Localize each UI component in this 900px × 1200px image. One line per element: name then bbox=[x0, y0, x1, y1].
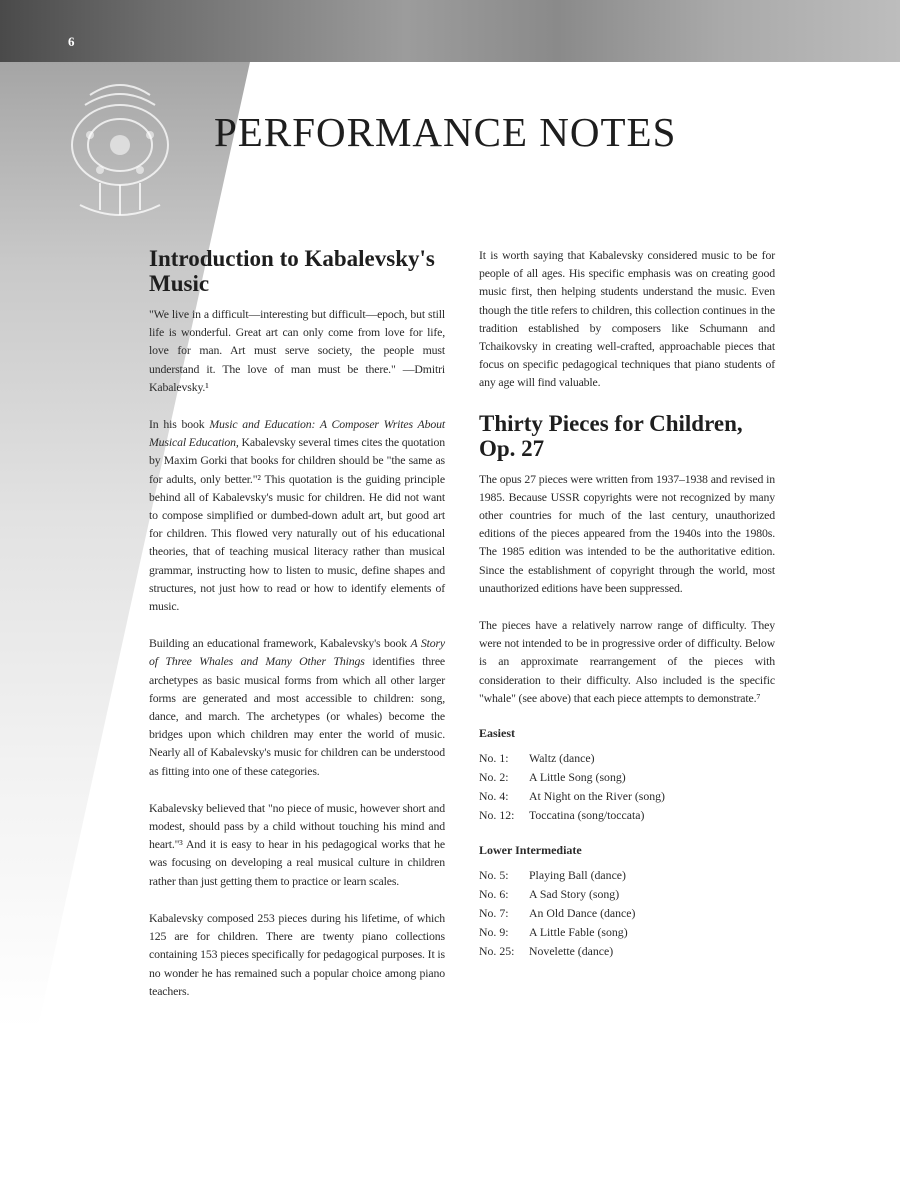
paragraph-mind-and-heart: Kabalevsky believed that "no piece of music, however short and modest, should pass by a child without touching his mind and heart."³ And it is easy to hear in his pedagogical works that he was focusing on developing a real musical culture in children rather than just getting them to practice or learn scales. bbox=[149, 800, 445, 888]
paragraph-quote: "We live in a difficult—interesting but difficult—epoch, but still life is wonderful. Great art can only come from love for life, love for man. Art must serve society, the people must understand it. The love of man must be there." —Dmitri Kabalevsky.¹ bbox=[149, 307, 445, 394]
paragraph-difficulty: The pieces have a relatively narrow range of difficulty. They were not intended to be in progressive order of difficulty. Below is an approximate rearrangement of the pieces with consideration to their difficulty. Also included is the specific "whale" (see above) that each piece attempts to demonstrate.⁷ bbox=[479, 618, 775, 705]
list-item: No. 12: Toccatina (song/toccata) bbox=[479, 808, 645, 823]
list-item: No. 2: A Little Song (song) bbox=[479, 770, 626, 785]
list-item: No. 4: At Night on the River (song) bbox=[479, 789, 665, 804]
section-heading-introduction: Introduction to Kabalevsky's Music bbox=[149, 246, 435, 296]
right-column bbox=[479, 246, 775, 979]
lower-intermediate-list bbox=[479, 866, 775, 961]
subheading-lower-intermediate: Lower Intermediate bbox=[479, 843, 582, 858]
list-item: No. 7: An Old Dance (dance) bbox=[479, 906, 636, 921]
paragraph-opus-27: The opus 27 pieces were written from 1937–1938 and revised in 1985. Because USSR copyrights were not recognized by many other countries for much of the last century, unauthorized editions of the pieces appeared from the 1940s into the 1980s. The 1985 edition was intended to be the authoritative edition. Since the establishment of copyright through the world, most unauthorized editions have been suppressed. bbox=[479, 471, 775, 595]
list-item: No. 5: Playing Ball (dance) bbox=[479, 868, 626, 883]
paragraph-253-pieces: Kabalevsky composed 253 pieces during his lifetime, of which 125 are for children. There are twenty piano collections containing 153 pieces specifically for pedagogical purposes. It is no wonder he has remained such a popular choice among piano teachers. bbox=[149, 910, 445, 998]
list-item: No. 6: A Sad Story (song) bbox=[479, 887, 620, 902]
paragraph-gorki: In his book Music and Education: A Composer Writes About Musical Education, Kabalevsky several times cites the quotation by Maxim Gorki that books for children should be "the same as for adults, only better."² This quotation is the guiding principle behind all of Kabalevsky's music for children. He did not want to compose simplified or dumbed-down adult art, but good art for children. This flowed very naturally out of his educational theories, that of teaching musical literacy rather than musical grammar, instructing how to listen to music, define shapes and structures, not just how to read or how to identify elements of music. bbox=[149, 417, 445, 614]
subheading-easiest: Easiest bbox=[479, 726, 515, 741]
page-title: PERFORMANCE NOTES bbox=[214, 109, 677, 155]
paragraph-all-ages: It is worth saying that Kabalevsky considered music to be for people of all ages. His specific emphasis was on creating good music first, then helping students understand the music. Even though the title refers to children, this collection continues in the tradition established by composers like Schumann and Tchaikovsky in creating well-crafted, approachable pieces that focus on specific pedagogical techniques that piano students of any age will find valuable. bbox=[479, 248, 775, 390]
left-column bbox=[149, 246, 445, 1019]
paragraph-three-whales: Building an educational framework, Kabalevsky's book A Story of Three Whales and Many Other Things identifies three archetypes as basic musical forms from which all other larger forms are generated and most accessible to children: song, dance, and march. The archetypes (or whales) become the bridges upon which children may enter the world of music. Nearly all of Kabalevsky's music for children can be understood as fitting into one of these categories. bbox=[149, 636, 446, 778]
list-item: No. 1: Waltz (dance) bbox=[479, 751, 595, 766]
crest-ornament-icon bbox=[60, 75, 180, 225]
easiest-list bbox=[479, 749, 775, 825]
list-item: No. 9: A Little Fable (song) bbox=[479, 925, 628, 940]
section-heading-thirty-pieces: Thirty Pieces for Children, Op. 27 bbox=[479, 410, 743, 461]
page-number: 6 bbox=[68, 34, 75, 49]
list-item: No. 25: Novelette (dance) bbox=[479, 944, 614, 959]
header-band bbox=[0, 0, 900, 62]
